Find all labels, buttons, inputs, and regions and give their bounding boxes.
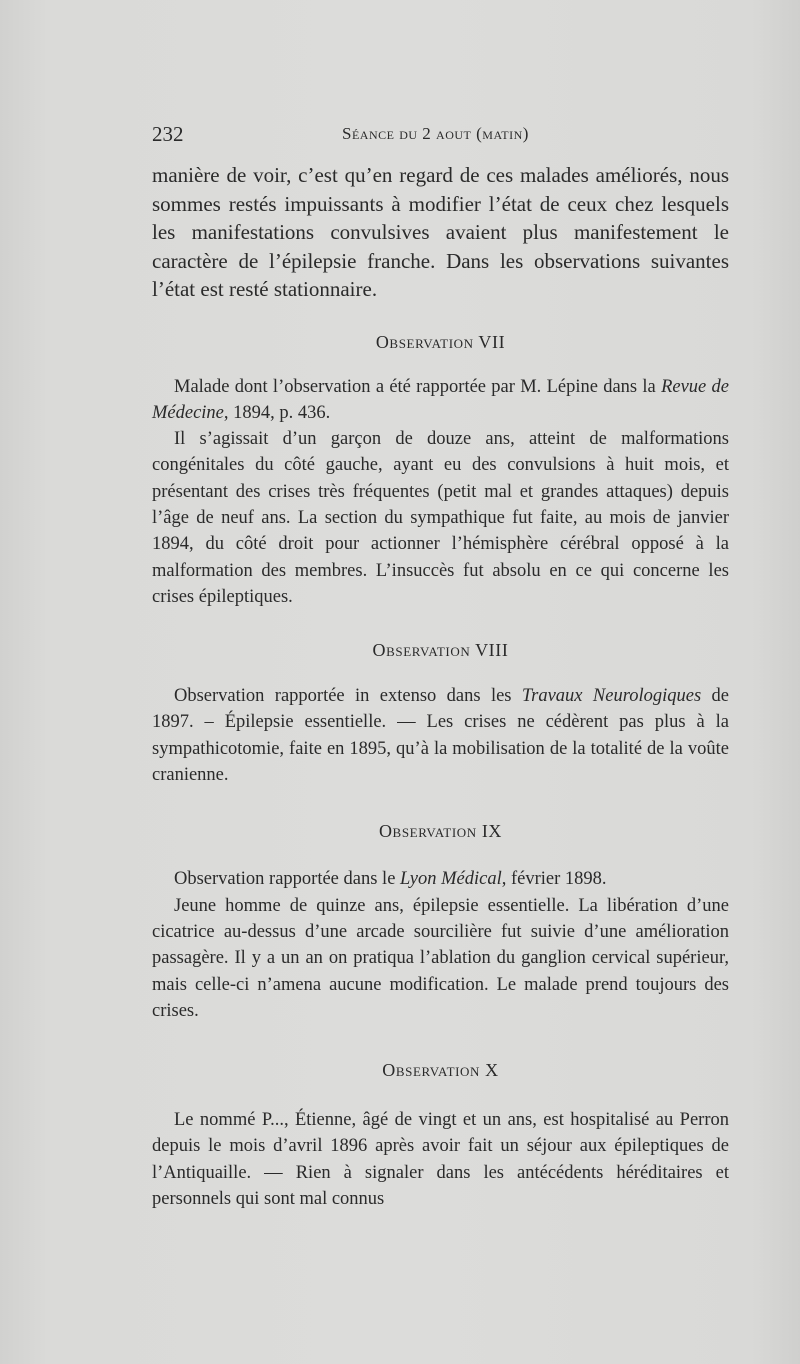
observation-viii-heading: Observation VIII bbox=[372, 640, 509, 661]
intro-paragraph: manière de voir, c’est qu’en regard de ces malades améliorés, nous sommes restés impuissants à modifier l’état de ceux chez lesquels les manifestations convulsives avaient plus manifestement le caractère de l’épilepsie franche. Dans les observations suivantes l’état est resté stationnaire. bbox=[152, 163, 729, 301]
observation-vii-heading: Observation VII bbox=[375, 331, 506, 352]
observation-viii-text bbox=[152, 683, 729, 788]
running-head: Séance du 2 aout (matin) bbox=[342, 124, 529, 143]
observation-viii-text-rest: de 1897. – Épilepsie essentielle. — Les crises ne cédèrent pas plus à la sympathicotomie, faite en 1895, qu’à la mobilisation de la totalité de la voûte cranienne. bbox=[152, 686, 729, 786]
observation-ix-text: Jeune homme de quinze ans, épilepsie essentielle. La libération d’une cicatrice au-dessus d’une arcade sourcilière fut suivie d’une amélioration passagère. Il y a un an on pratiqua l’ablation du ganglion cervical supérieur, mais celle-ci n’amena aucune modification. Le malade prend toujours des crises. bbox=[152, 895, 729, 1021]
observation-vii-text: Il s’agissait d’un garçon de douze ans, atteint de malformations congénitales du côté gauche, ayant eu des convulsions à huit mois, et présentant des crises très fréquentes (petit mal et grandes attaques) depuis l’âge de neuf ans. La section du sympathique fut faite, au mois de janvier 1894, du côté droit pour actionner l’hémisphère cérébral opposé à la malformation des membres. L’insuccès fut absolu en ce qui concerne les crises épileptiques. bbox=[152, 429, 729, 607]
page-header bbox=[152, 122, 732, 150]
observation-x-text: Le nommé P..., Étienne, âgé de vingt et un ans, est hospitalisé au Perron depuis le mois d’avril 1896 après avoir fait un séjour aux épileptiques de l’Antiquaille. — Rien à signaler dans les antécédents héréditaires et personnels qui sont mal connus bbox=[152, 1110, 729, 1210]
observation-vii-source-text: Malade dont l’observation a été rapportée par M. Lépine dans la bbox=[174, 376, 662, 397]
observation-ix-source bbox=[152, 866, 729, 892]
observation-ix-source-ref: , février 1898. bbox=[501, 869, 607, 890]
observation-x-heading: Observation X bbox=[382, 1060, 499, 1081]
page-number: 232 bbox=[152, 122, 184, 146]
journal-title: Revue de Médecine bbox=[152, 376, 729, 423]
journal-title: Travaux Neurologiques bbox=[521, 686, 702, 707]
journal-title: Lyon Médical bbox=[400, 869, 502, 890]
observation-vii-source bbox=[152, 374, 729, 427]
observation-ix-source-text: Observation rapportée dans le bbox=[174, 869, 401, 890]
observation-viii-text-start: Observation rapportée in extenso dans les bbox=[174, 686, 522, 707]
observation-ix-heading: Observation IX bbox=[378, 821, 503, 842]
observation-vii-source-ref: , 1894, p. 436. bbox=[223, 402, 331, 423]
page-body bbox=[152, 161, 729, 1212]
